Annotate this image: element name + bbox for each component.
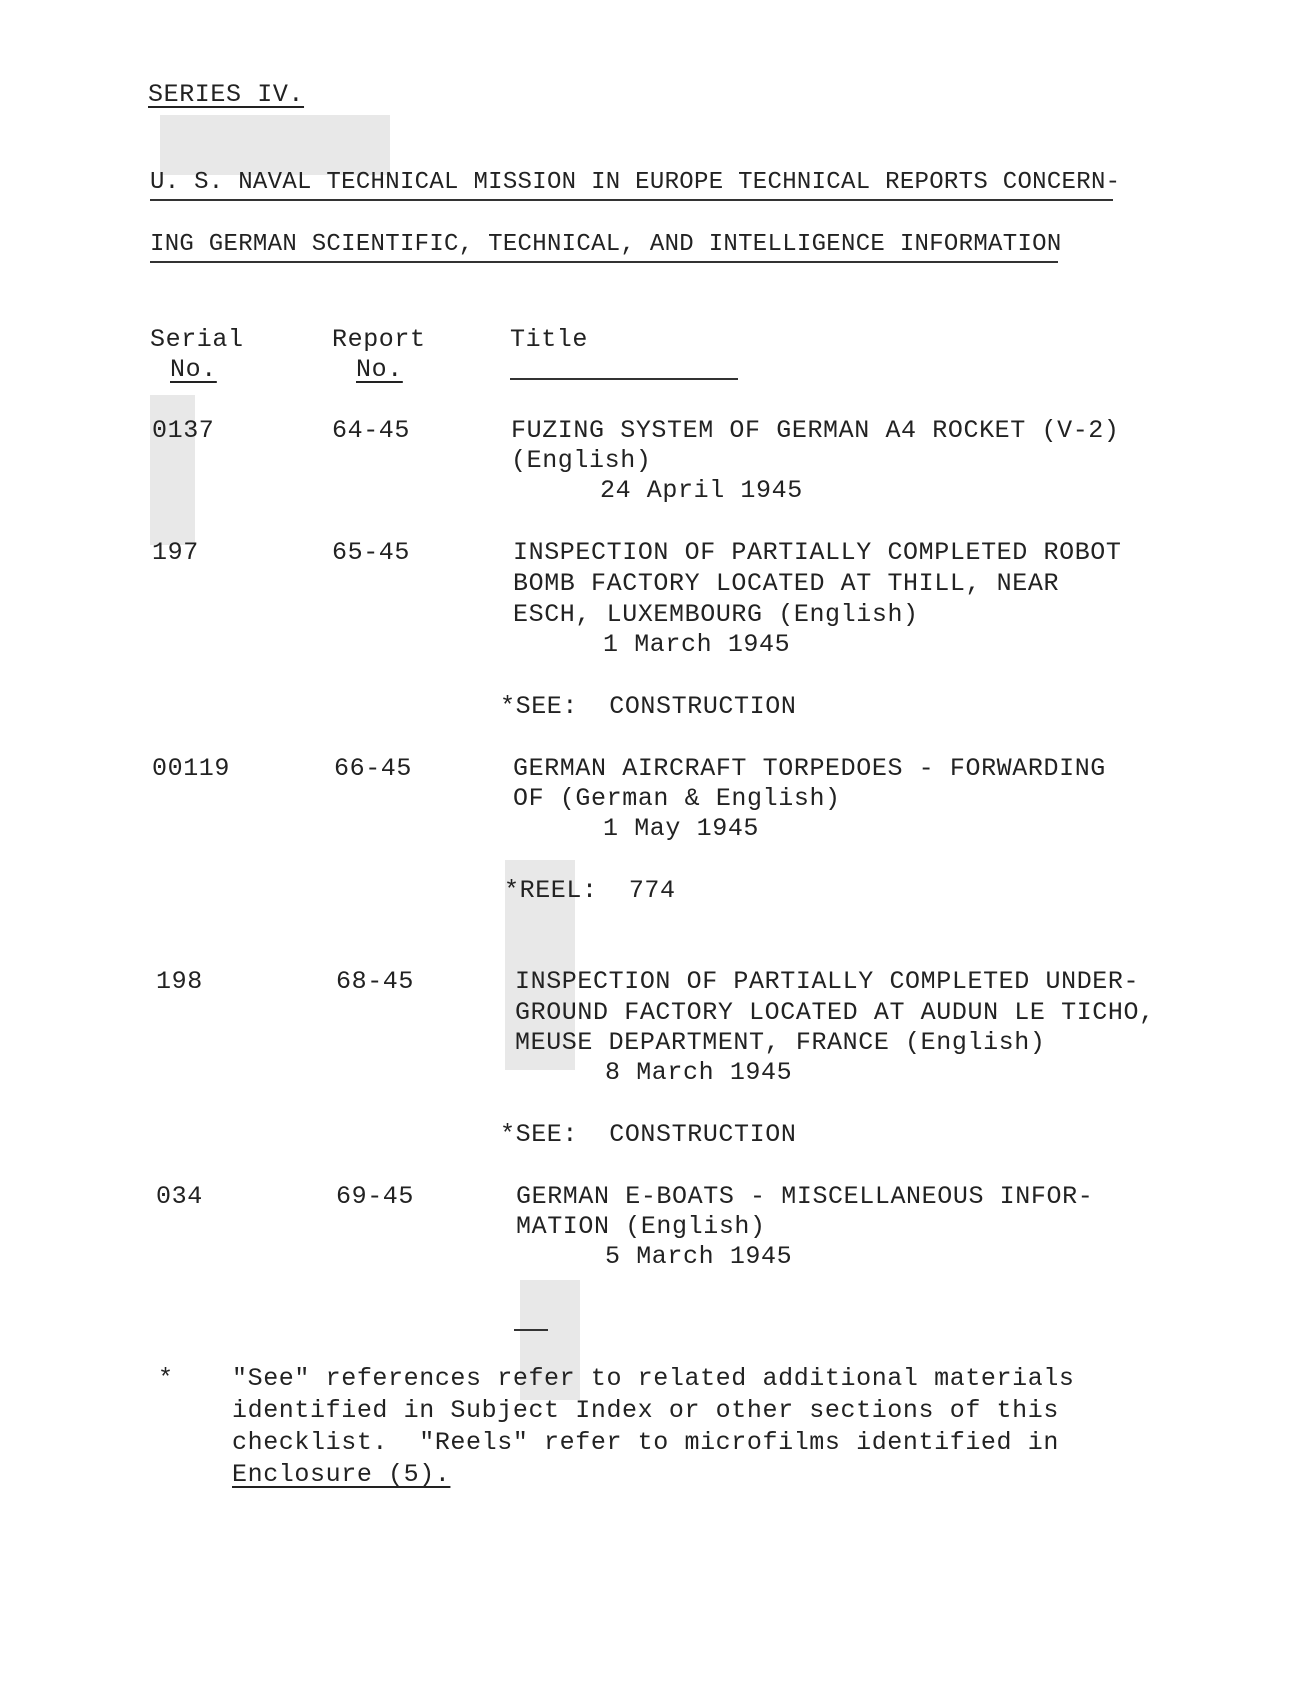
separator-dash xyxy=(514,1329,548,1331)
serial-number: 034 xyxy=(156,1182,203,1211)
report-title-line: MEUSE DEPARTMENT, FRANCE (English) xyxy=(515,1028,1046,1057)
footnote-line: "See" references refer to related additional materials xyxy=(232,1364,1075,1393)
report-title-line: MATION (English) xyxy=(516,1212,766,1241)
column-header-report-no: No. xyxy=(356,355,403,384)
cross-reference-note: *SEE: CONSTRUCTION xyxy=(500,692,797,721)
report-number: 66-45 xyxy=(334,754,413,783)
cross-reference-note: *SEE: CONSTRUCTION xyxy=(500,1120,797,1149)
report-date: 8 March 1945 xyxy=(605,1058,793,1087)
report-title-line: INSPECTION OF PARTIALLY COMPLETED UNDER- xyxy=(515,967,1140,996)
column-header-report: Report xyxy=(332,325,426,354)
heading-underline-2 xyxy=(150,261,1058,263)
report-title-line: ESCH, LUXEMBOURG (English) xyxy=(513,600,919,629)
column-header-serial: Serial xyxy=(150,325,244,354)
scan-noise xyxy=(160,115,390,175)
report-date: 5 March 1945 xyxy=(605,1242,793,1271)
title-header-underline xyxy=(510,378,738,380)
report-title-line: (English) xyxy=(511,446,652,475)
series-label: SERIES IV. xyxy=(148,80,305,109)
heading-underline-1 xyxy=(150,199,1113,201)
footnote-line: Enclosure (5). xyxy=(232,1460,451,1489)
report-title-line: GERMAN AIRCRAFT TORPEDOES - FORWARDING xyxy=(513,754,1106,783)
report-number: 64-45 xyxy=(332,416,411,445)
report-title-line: FUZING SYSTEM OF GERMAN A4 ROCKET (V-2) xyxy=(511,416,1120,445)
column-header-serial-no: No. xyxy=(170,355,217,384)
report-title-line: INSPECTION OF PARTIALLY COMPLETED ROBOT xyxy=(513,538,1122,567)
serial-number: 00119 xyxy=(152,754,231,783)
footnote-marker: * xyxy=(158,1364,174,1393)
report-title-line: GERMAN E-BOATS - MISCELLANEOUS INFOR- xyxy=(516,1182,1094,1211)
heading-line-2: ING GERMAN SCIENTIFIC, TECHNICAL, AND INTELLIGENCE INFORMATION xyxy=(150,231,1062,258)
report-date: 24 April 1945 xyxy=(600,476,803,505)
reel-reference-note: *REEL: 774 xyxy=(504,876,676,905)
report-number: 69-45 xyxy=(336,1182,415,1211)
serial-number: 197 xyxy=(152,538,199,567)
report-title-line: OF (German & English) xyxy=(513,784,841,813)
footnote-line: identified in Subject Index or other sections of this xyxy=(232,1396,1059,1425)
serial-number: 198 xyxy=(156,967,203,996)
serial-number: 0137 xyxy=(152,416,215,445)
footnote-line: checklist. "Reels" refer to microfilms identified in xyxy=(232,1428,1059,1457)
heading-line-1: U. S. NAVAL TECHNICAL MISSION IN EUROPE TECHNICAL REPORTS CONCERN- xyxy=(150,169,1121,196)
column-header-title: Title xyxy=(510,325,589,354)
report-date: 1 March 1945 xyxy=(603,630,791,659)
report-number: 65-45 xyxy=(332,538,411,567)
report-title-line: BOMB FACTORY LOCATED AT THILL, NEAR xyxy=(513,569,1060,598)
report-number: 68-45 xyxy=(336,967,415,996)
report-date: 1 May 1945 xyxy=(603,814,760,843)
report-title-line: GROUND FACTORY LOCATED AT AUDUN LE TICHO, xyxy=(515,998,1155,1027)
